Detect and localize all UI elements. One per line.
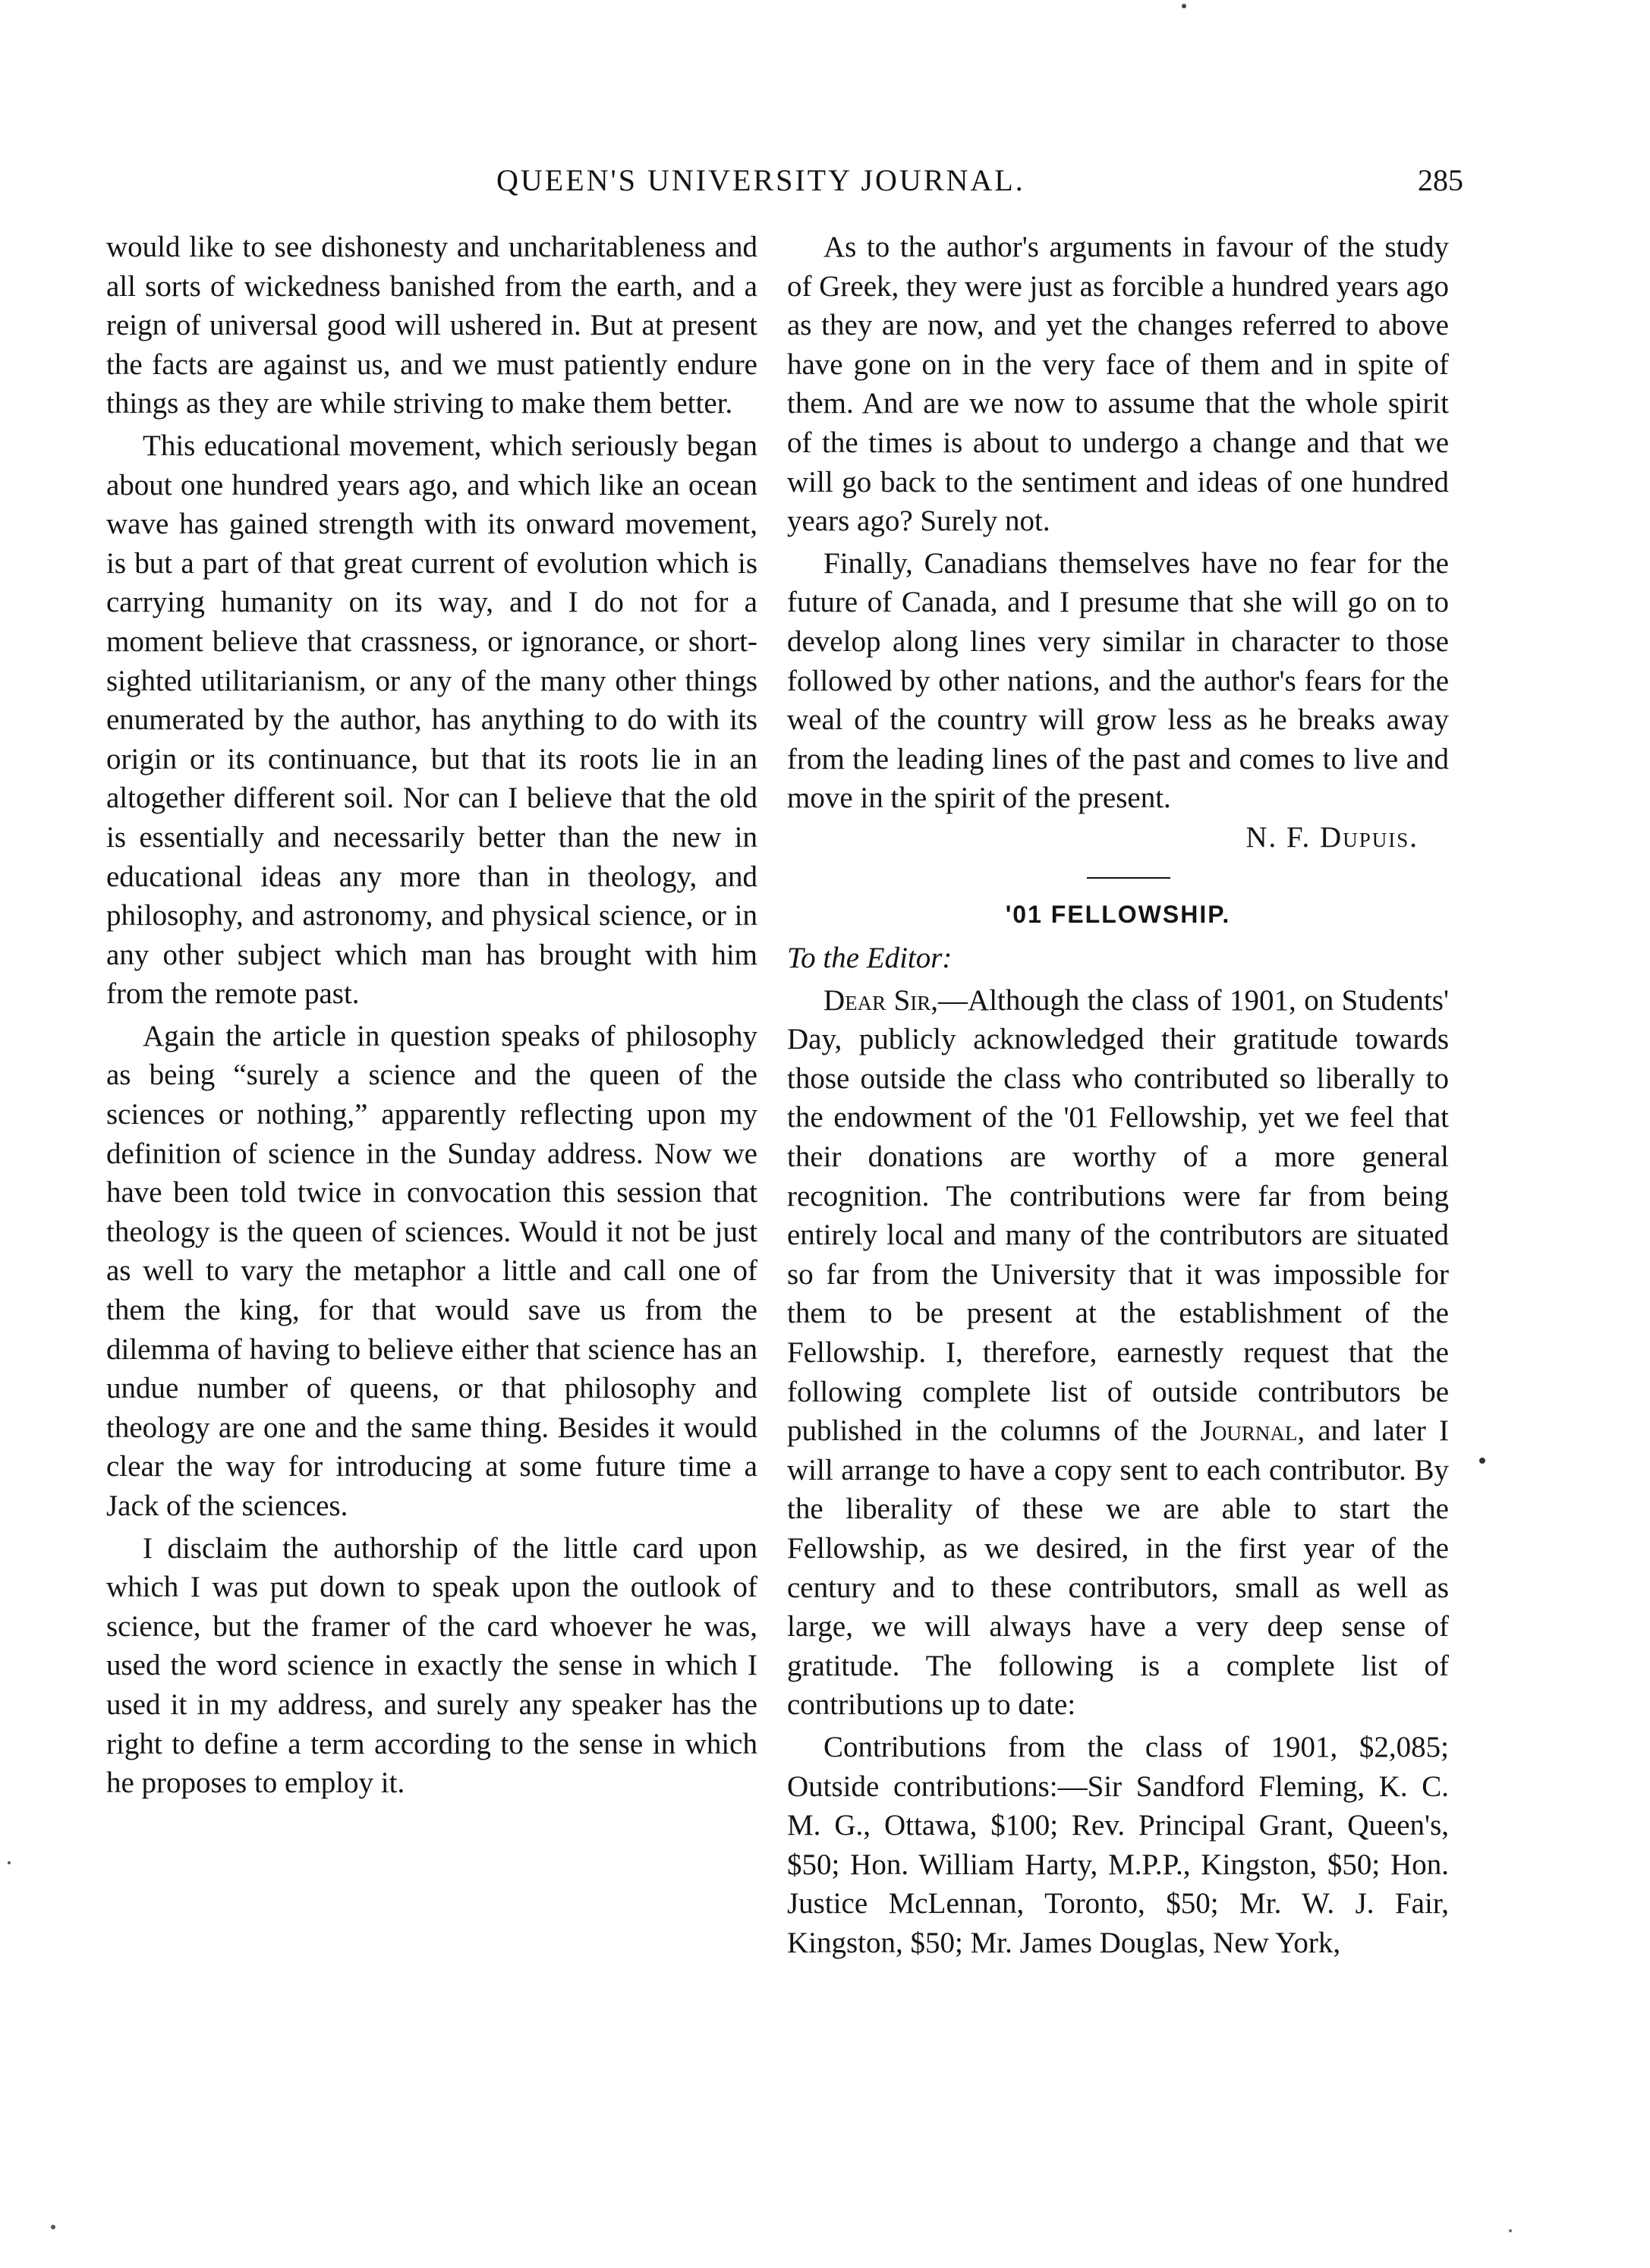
right-column <box>787 228 1449 1963</box>
paragraph: Again the article in question speaks of philosophy as being “surely a science and the queen of the sciences or nothing,” apparently reflecting upon my definition of science in the Sunday address. Now we have been told twice in convocation this session that theology is the queen of sciences. Would it not be just as well to vary the metaphor a little and call one of them the king, for that would save us from the dilemma of having to believe either that science has an undue number of queens, or that philosophy and theology are one and the same thing. Besides it would clear the way for introducing at some future time a Jack of the sciences. <box>106 1019 757 1522</box>
letter-text-part1: —Although the class of 1901, on Students' Day, publicly acknowledged their gratitude towards those outside the class who contributed so liberally to the endowment of the '01 Fellowship, yet we feel that their donations are worthy of a more general recognition. The contributions were far from being entirely local and many of the contributors are situated so far from the University that it was impossible for them to be present at the establishment of the Fellowship. I, therefore, earnestly request that the following complete list of outside contributors be published in the columns of the <box>787 983 1449 1448</box>
paragraph: would like to see dishonesty and uncharitableness and all sorts of wickedness banished from the earth, and a reign of universal good will ushered in. But at present the facts are against us, and we must patiently endure things as they are while striving to make them better. <box>106 231 757 420</box>
section-divider <box>1087 877 1170 879</box>
contributions-list: Contributions from the class of 1901, $2,085; Outside contributions:—Sir Sandford Fleming, K. C. M. G., Ottawa, $100; Rev. Principal Grant, Queen's, $50; Hon. William Harty, M.P.P., Kingston, $50; Hon. Justice McLennan, Toronto, $50; Mr. W. J. Fair, Kingston, $50; Mr. James Douglas, New York, <box>787 1730 1449 1959</box>
author-signature: N. F. Dupuis. <box>1245 820 1419 854</box>
letter-text-part2: , and later I will arrange to have a copy sent to each contributor. By the liberality of these we are able to start the Fellowship, as we desired, in the first year of the century and to these contributors, small as well as large, we will always have a very deep sense of gratitude. The following is a complete list of contributions up to date: <box>787 1414 1450 1722</box>
journal-name: Journal <box>1200 1414 1298 1448</box>
paragraph: This educational movement, which seriously began about one hundred years ago, and which like an ocean wave has gained strength with its onward movement, is but a part of that great current of evolution which is carrying humanity on its way, and I do not for a moment believe that crassness, or ignorance, or short-sighted utilitarianism, or any of the many other things enumerated by the author, has anything to do with its origin or its continuance, but that its roots lie in an altogether different soil. Nor can I believe that the old is essentially and necessarily better than the new in educational ideas any more than in theology, and philosophy, and astronomy, and physical science, or in any other subject which man has brought with him from the remote past. <box>106 429 757 1011</box>
salutation: To the Editor: <box>787 942 953 975</box>
page-number: 285 <box>1418 163 1463 197</box>
running-title: QUEEN'S UNIVERSITY JOURNAL. <box>496 163 1025 197</box>
letter-body <box>787 981 1449 1725</box>
section-heading: '01 FELLOWSHIP. <box>1005 900 1231 928</box>
page-header <box>0 162 1650 208</box>
dear-sir: Dear Sir, <box>823 983 939 1017</box>
left-column <box>106 228 757 1803</box>
paragraph: Finally, Canadians themselves have no fear for the future of Canada, and I presume that she will go on to develop along lines very similar in character to those followed by other nations, and the author's fears for the weal of the country will grow less as he breaks away from the leading lines of the past and comes to live and move in the spirit of the present. <box>787 546 1449 815</box>
paragraph: I disclaim the authorship of the little card upon which I was put down to speak upon the outlook of science, but the framer of the card whoever he was, used the word science in exactly the sense in which I used it in my address, and surely any speaker has the right to define a term according to the sense in which he proposes to employ it. <box>106 1531 757 1800</box>
paragraph: As to the author's arguments in favour of the study of Greek, they were just as forcible a hundred years ago as they are now, and yet the changes referred to above have gone on in the very face of them and in spite of them. And are we now to assume that the whole spirit of the times is about to undergo a change and that we will go back to the sentiment and ideas of one hundred years ago? Surely not. <box>787 231 1449 538</box>
